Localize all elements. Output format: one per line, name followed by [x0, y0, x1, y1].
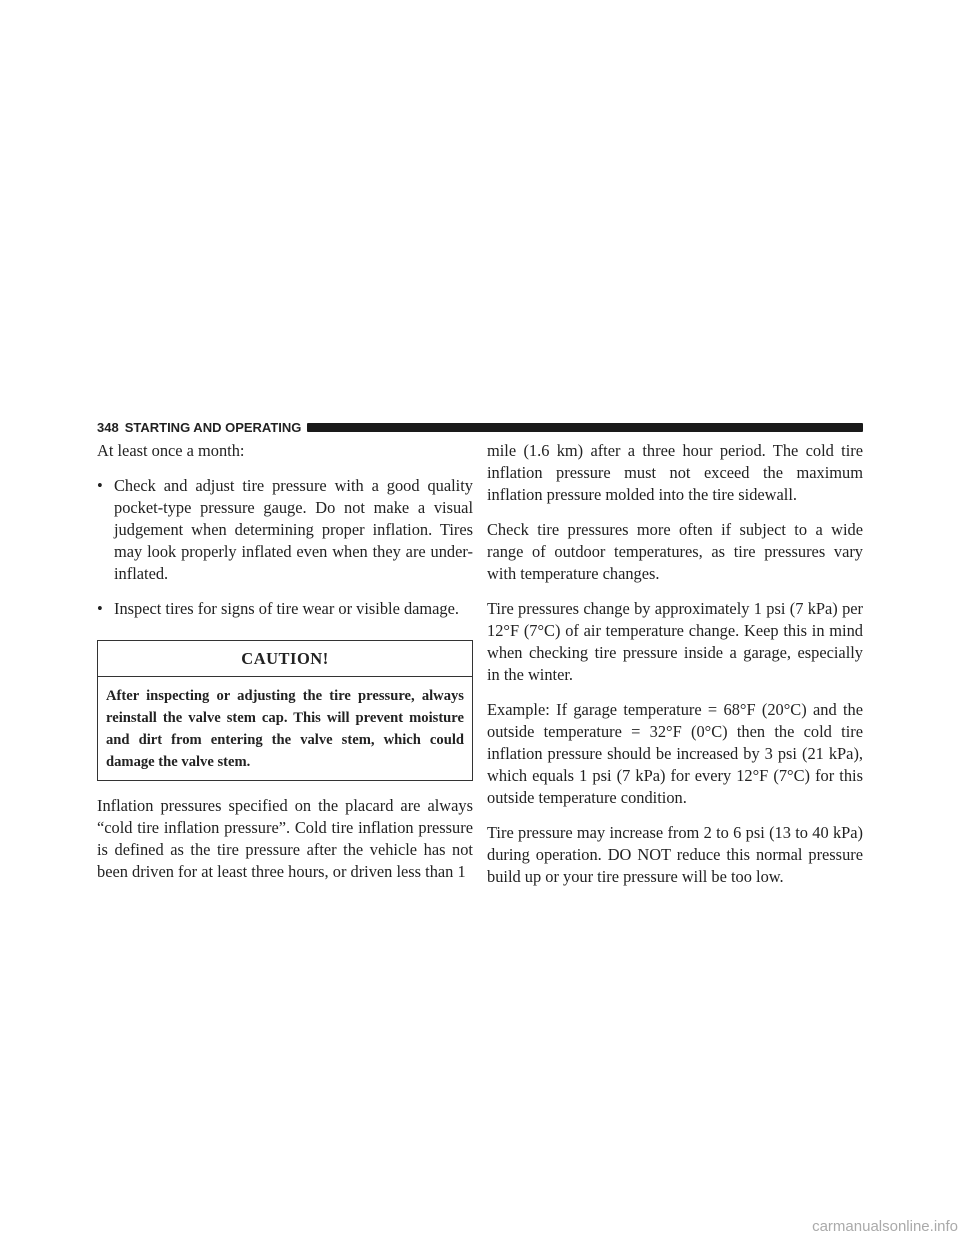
bullet-text: Inspect tires for signs of tire wear or visible damage.	[114, 599, 460, 618]
body-paragraph: Check tire pressures more often if subject to a wide range of outdoor temperatures, as tire pressures vary with temperature changes.	[487, 520, 863, 583]
section-title: STARTING AND OPERATING	[124, 419, 302, 435]
body-paragraph: Example: If garage temperature = 68°F (20°C) and the outside temperature = 32°F (0°C) then the cold tire inflation pressure should be increased by 3 psi (21 kPa), which equals 1 psi (7 kPa) for every 12°F (7°C) for this outside temperature condition.	[487, 700, 863, 807]
caution-text: After inspecting or adjusting the tire pressure, always reinstall the valve stem cap. This will prevent moisture and dirt from entering the valve stem, which could damage the valve stem.	[106, 688, 464, 770]
page-header	[97, 418, 863, 436]
bullet-icon: •	[97, 599, 103, 618]
caution-box	[97, 640, 473, 781]
watermark-text: carmanualsonline.info	[812, 1218, 958, 1235]
page-number: 348	[97, 419, 119, 435]
body-paragraph: Tire pressure may increase from 2 to 6 psi (13 to 40 kPa) during operation. DO NOT reduce this normal pressure build up or your tire pressure will be too low.	[487, 823, 863, 886]
bullet-item	[97, 598, 473, 620]
body-paragraph: mile (1.6 km) after a three hour period. The cold tire inflation pressure must not exceed the maximum inflation pressure molded into the tire sidewall.	[487, 441, 863, 504]
watermark	[0, 1218, 960, 1235]
caution-title: CAUTION!	[98, 641, 472, 677]
body-paragraph: Inflation pressures specified on the placard are always “cold tire inflation pressure”. Cold tire inflation pressure is defined as the tire pressure after the vehicle has not been driven for at least three hours, or driven less than 1	[97, 796, 473, 881]
header-rule	[307, 423, 863, 432]
bullet-text: Check and adjust tire pressure with a good quality pocket-type pressure gauge. Do not make a visual judgement when determining proper inflation. Tires may look properly inflated even when they are under-inflated.	[114, 476, 473, 583]
bullet-list	[97, 475, 473, 620]
bullet-item	[97, 475, 473, 585]
left-column	[97, 440, 473, 896]
intro-text: At least once a month:	[97, 441, 245, 460]
body-paragraph: Tire pressures change by approximately 1 psi (7 kPa) per 12°F (7°C) of air temperature change. Keep this in mind when checking tire pressure inside a garage, especially in the winter.	[487, 599, 863, 684]
bullet-icon: •	[97, 476, 103, 495]
right-column	[487, 440, 863, 901]
